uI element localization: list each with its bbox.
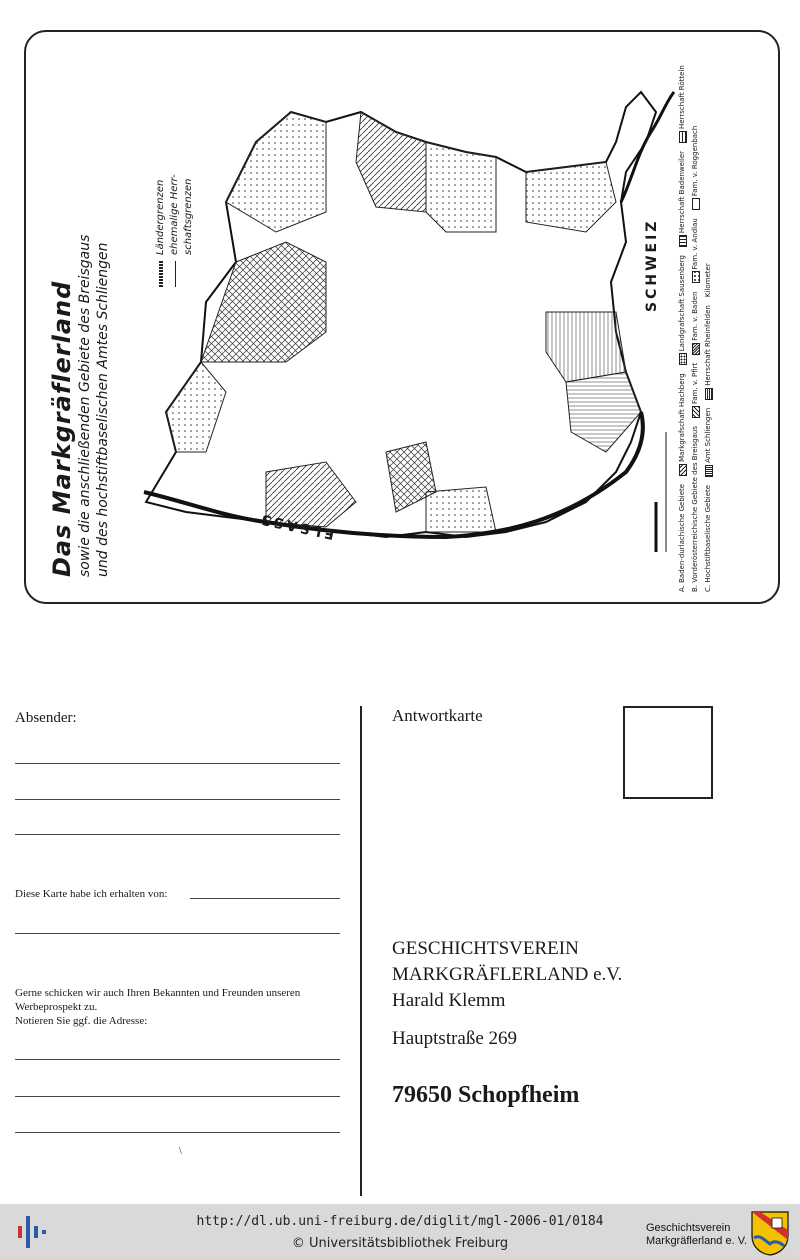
received-from-line-2[interactable]: [15, 933, 340, 934]
pen-mark: \: [179, 1146, 182, 1157]
legend-a-4: Herrschaft Rötteln: [678, 65, 686, 129]
reply-card-title: Antwortkarte: [392, 706, 483, 725]
legend-border-3: schaftsgrenzen: [183, 178, 194, 255]
legend-a-1: Markgrafschaft Hachberg: [678, 373, 686, 462]
legend-group-c: [704, 72, 713, 592]
society-name-1: Geschichtsverein: [646, 1222, 731, 1234]
address-line-org-1: GESCHICHTSVEREIN: [392, 938, 579, 959]
border-swatch: [159, 261, 163, 287]
country-label-elsass: ELSASS: [257, 510, 336, 542]
copyright-notice: © Universitätsbibliothek Freiburg: [291, 1236, 509, 1251]
legend-border-1: Ländergrenzen: [155, 179, 166, 255]
pattern-swatch: [679, 353, 687, 365]
permalink-url[interactable]: http://dl.ub.uni-freiburg.de/diglit/mgl-2006-01/0184: [196, 1214, 604, 1229]
legend-c-1: Amt Schliengen: [704, 407, 712, 463]
address-line-3[interactable]: [15, 1132, 340, 1133]
society-name-2: Markgräflerland e. V.: [646, 1235, 748, 1247]
map-card: [24, 30, 780, 604]
map-title: Das Markgräflerland: [48, 280, 76, 577]
library-footer: [0, 1204, 800, 1259]
legend-b-1: Fam. v. Pfirt: [691, 362, 699, 405]
former-border-swatch: [175, 261, 176, 287]
territory-legend: [678, 65, 717, 592]
legend-b-3: Fam. v. Andlau: [691, 218, 699, 270]
note-line-3: Notieren Sie ggf. die Adresse:: [15, 1015, 148, 1027]
historical-map: [26, 32, 780, 604]
received-from-line-1[interactable]: [190, 898, 340, 899]
address-line-name: Harald Klemm: [392, 990, 506, 1011]
country-label-schweiz: SCHWEIZ: [644, 218, 660, 312]
scale-label: Kilometer: [704, 263, 712, 298]
map-title-block: [48, 235, 112, 577]
pattern-swatch: [705, 388, 713, 400]
pattern-swatch: [679, 464, 687, 476]
address-line-street: Hauptstraße 269: [392, 1028, 518, 1049]
address-line-zip-city: 79650 Schopfheim: [392, 1082, 580, 1108]
received-from-label: Diese Karte habe ich erhalten von:: [15, 888, 168, 900]
legend-c-2: Herrschaft Rheinfelden: [704, 305, 712, 386]
sender-line-3[interactable]: [15, 834, 340, 835]
legend-border-2: ehemalige Herr-: [169, 174, 180, 255]
legend-a-3: Herrschaft Badenweiler: [678, 150, 686, 234]
border-legend: [154, 174, 196, 287]
address-line-1[interactable]: [15, 1059, 340, 1060]
sender-label: Absender:: [15, 710, 77, 726]
coat-of-arms-icon: [750, 1210, 790, 1256]
legend-b-4: Fam. v. Roggenbach: [691, 125, 699, 197]
pattern-swatch: [692, 343, 700, 355]
pattern-swatch: [679, 235, 687, 247]
map-subtitle-1: sowie die anschließenden Gebiete des Breisgaus: [77, 234, 93, 577]
pattern-swatch: [692, 406, 700, 418]
pattern-swatch: [692, 271, 700, 283]
pattern-swatch: [692, 198, 700, 210]
legend-c-0: C. Hochstiftbaselische Gebiete: [704, 484, 712, 592]
pattern-swatch: [679, 131, 687, 143]
note-line-1: Gerne schicken wir auch Ihren Bekannten und Freunden unseren: [15, 987, 301, 999]
society-name: [646, 1222, 747, 1248]
legend-group-b: [691, 72, 700, 592]
legend-b-0: B. Vorderösterreichische Gebiete des Breisgaus: [691, 426, 699, 592]
note-line-2: Werbeprospekt zu.: [15, 1001, 98, 1013]
card-divider: [360, 706, 362, 1196]
legend-group-a: [678, 65, 687, 592]
pattern-swatch: [705, 465, 713, 477]
address-line-org-2: MARKGRÄFLERLAND e.V.: [392, 964, 623, 985]
address-line-2[interactable]: [15, 1096, 340, 1097]
legend-a-0: A. Baden-durlachische Gebiete: [678, 483, 686, 592]
sender-line-1[interactable]: [15, 763, 340, 764]
map-subtitle-2: und des hochstiftbaselischen Amtes Schliengen: [95, 242, 111, 577]
sender-line-2[interactable]: [15, 799, 340, 800]
legend-b-2: Fam. v. Baden: [691, 291, 699, 341]
note-block: [15, 986, 300, 1028]
stamp-box: [623, 706, 713, 799]
legend-a-2: Landgrafschaft Sausenberg: [678, 255, 686, 352]
